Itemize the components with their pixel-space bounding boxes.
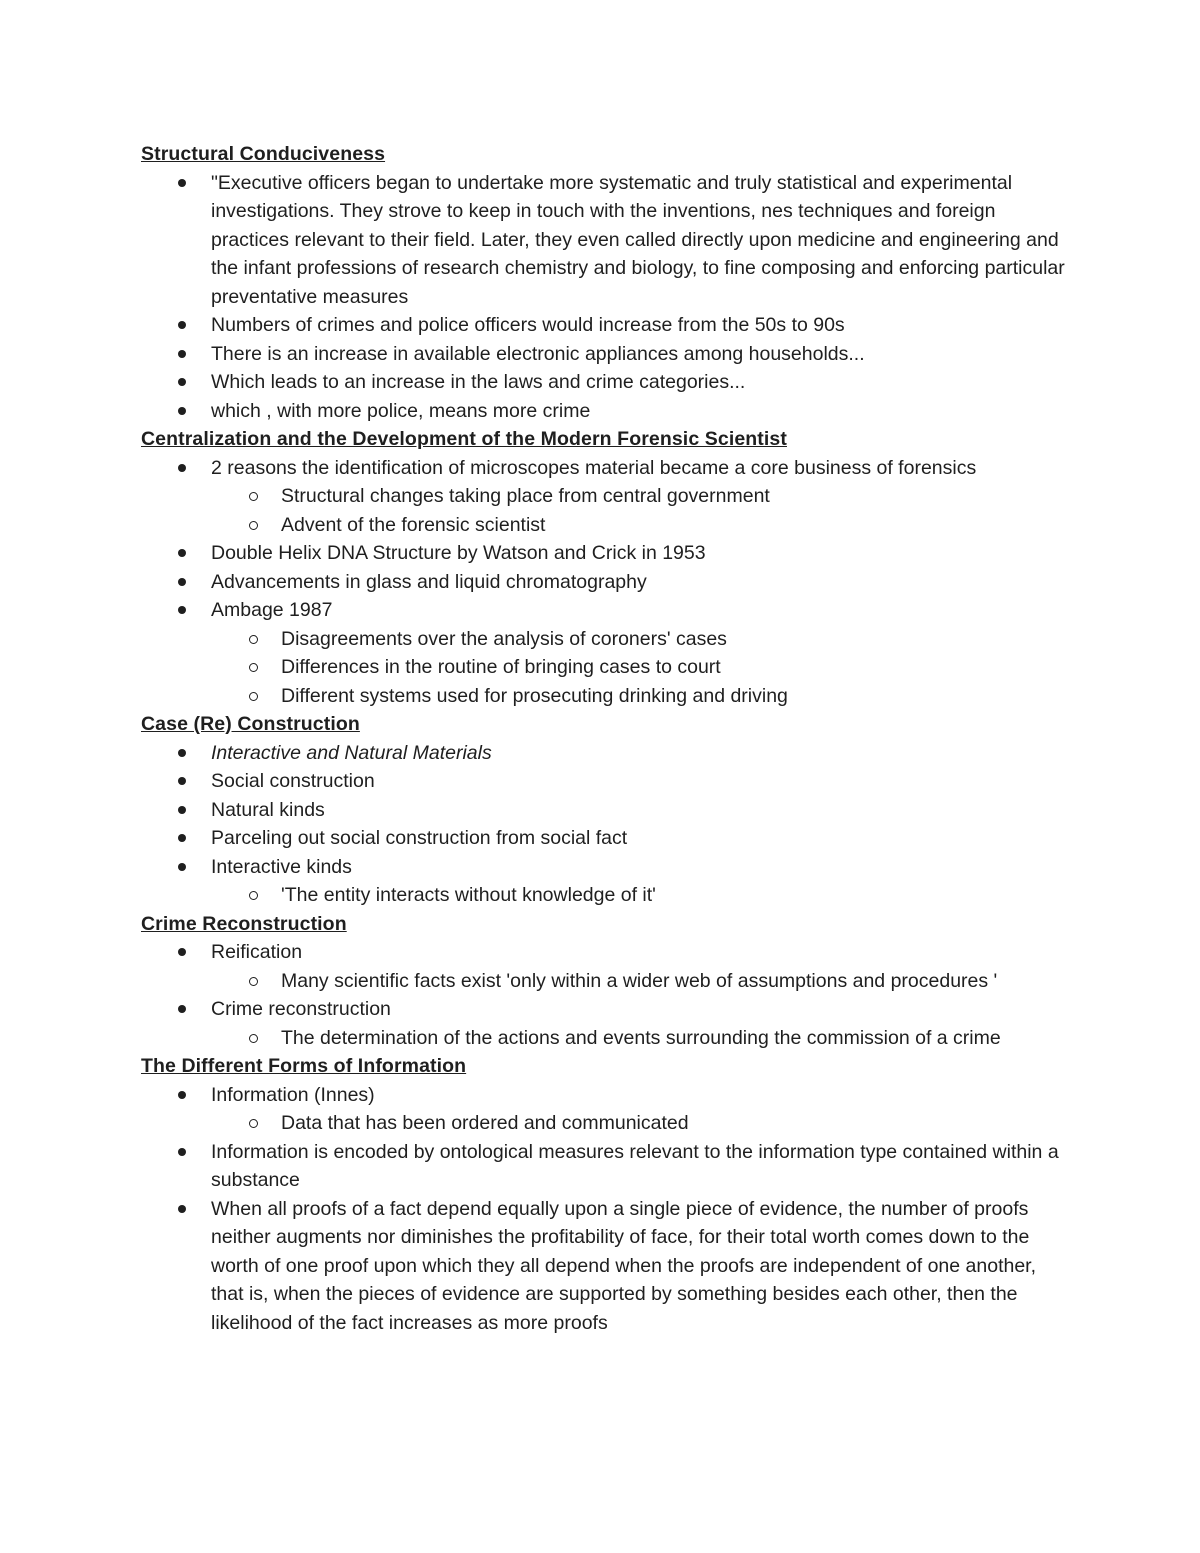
list-item: [141, 767, 1071, 796]
filled-bullet-icon: [178, 350, 186, 358]
filled-bullet-icon: [178, 606, 186, 614]
list-item-text: Parceling out social construction from social fact: [211, 827, 628, 849]
sub-list-item: [211, 653, 1071, 682]
filled-bullet-icon: [178, 1148, 186, 1156]
filled-bullet-icon: [178, 863, 186, 871]
list-item: [141, 397, 1071, 426]
list-item: [141, 824, 1071, 853]
hollow-bullet-icon: [249, 1034, 258, 1043]
list-item: [141, 995, 1071, 1052]
list-item: [141, 340, 1071, 369]
list-item-text: Natural kinds: [211, 798, 325, 821]
list-item-text: Reification: [211, 941, 303, 963]
sub-list-item-text: Many scientific facts exist 'only within a wider web of assumptions and procedures ': [281, 969, 998, 992]
hollow-bullet-icon: [249, 1119, 258, 1128]
list-item-text: Numbers of crimes and police officers would increase from the 50s to 90s: [211, 314, 845, 336]
filled-bullet-icon: [178, 1205, 186, 1213]
hollow-bullet-icon: [249, 891, 258, 900]
list-item: [141, 539, 1071, 568]
list-item: [141, 1081, 1071, 1138]
filled-bullet-icon: [178, 378, 186, 386]
sub-bullet-list: [211, 1109, 1071, 1138]
list-item-text: Advancements in glass and liquid chromatography: [211, 570, 647, 593]
section-heading: Case (Re) Construction: [141, 713, 360, 735]
sub-list-item-text: Disagreements over the analysis of coroners' cases: [281, 627, 727, 650]
list-item-text: Which leads to an increase in the laws and crime categories...: [211, 371, 746, 393]
hollow-bullet-icon: [249, 977, 258, 986]
sub-bullet-list: [211, 1024, 1071, 1053]
list-item-text: Double Helix DNA Structure by Watson and Crick in 1953: [211, 542, 706, 564]
bullet-list: [141, 938, 1071, 1052]
list-item: [141, 169, 1071, 312]
section-heading: Centralization and the Development of the Modern Forensic Scientist: [141, 428, 787, 450]
hollow-bullet-icon: [249, 521, 258, 530]
hollow-bullet-icon: [249, 492, 258, 501]
hollow-bullet-icon: [249, 692, 258, 701]
section-heading: Structural Conduciveness: [141, 143, 386, 165]
filled-bullet-icon: [178, 806, 186, 814]
sub-list-item: [211, 967, 1071, 996]
sub-list-item: [211, 1109, 1071, 1138]
sub-list-item-text: Data that has been ordered and communicated: [281, 1112, 689, 1134]
list-item-text: Information (Innes): [211, 1083, 375, 1106]
sub-list-item-text: 'The entity interacts without knowledge of it': [281, 884, 656, 906]
filled-bullet-icon: [178, 834, 186, 842]
sub-list-item-text: Different systems used for prosecuting drinking and driving: [281, 684, 788, 707]
bullet-list: [141, 454, 1071, 711]
list-item-text: Interactive kinds: [211, 855, 352, 878]
filled-bullet-icon: [178, 749, 186, 757]
list-item: [141, 368, 1071, 397]
list-item: [141, 596, 1071, 710]
list-item-text: When all proofs of a fact depend equally upon a single piece of evidence, the number of proofs neither augments nor diminishes the profitability of face, for their total worth comes down to the worth of one proof upon which they all depend when the proofs are independent of one another, that is, when the pieces of evidence are supported by something besides each other, then the likelihood of the fact increases as more proofs: [211, 1197, 1037, 1334]
list-item: [141, 568, 1071, 597]
sub-list-item-text: Structural changes taking place from central government: [281, 485, 770, 507]
sub-list-item: [211, 511, 1071, 540]
section-heading: Crime Reconstruction: [141, 912, 347, 935]
hollow-bullet-icon: [249, 635, 258, 644]
filled-bullet-icon: [178, 777, 186, 785]
list-item-text: Social construction: [211, 770, 375, 792]
list-item-text: "Executive officers began to undertake more systematic and truly statistical and experimental investigations. They strove to keep in touch with the inventions, nes techniques and foreign practices relevant to their field. Later, they even called directly upon medicine and engineering and the infant professions of research chemistry and biology, to fine composing and enforcing particular preventative measures: [211, 171, 1065, 308]
list-item-text: There is an increase in available electronic appliances among households...: [211, 342, 865, 365]
list-item: [141, 311, 1071, 340]
filled-bullet-icon: [178, 578, 186, 586]
list-item: [141, 739, 1071, 768]
sub-list-item-text: The determination of the actions and events surrounding the commission of a crime: [281, 1026, 1001, 1049]
filled-bullet-icon: [178, 179, 186, 187]
filled-bullet-icon: [178, 948, 186, 956]
sub-bullet-list: [211, 625, 1071, 711]
hollow-bullet-icon: [249, 663, 258, 672]
sub-bullet-list: [211, 881, 1071, 910]
list-item: [141, 938, 1071, 995]
sub-list-item: [211, 482, 1071, 511]
list-item: [141, 454, 1071, 540]
bullet-list: [141, 169, 1071, 426]
list-item-text: Crime reconstruction: [211, 998, 391, 1020]
section-heading: The Different Forms of Information: [141, 1055, 467, 1077]
sub-list-item: [211, 1024, 1071, 1053]
sub-list-item-text: Differences in the routine of bringing cases to court: [281, 656, 721, 678]
filled-bullet-icon: [178, 321, 186, 329]
bullet-list: [141, 739, 1071, 910]
filled-bullet-icon: [178, 549, 186, 557]
list-item-text: Ambage 1987: [211, 599, 333, 621]
filled-bullet-icon: [178, 1005, 186, 1013]
list-item-text: Interactive and Natural Materials: [211, 741, 492, 764]
list-item: [141, 1195, 1071, 1338]
sub-list-item: [211, 625, 1071, 654]
list-item: [141, 796, 1071, 825]
document-body: [141, 140, 1071, 1337]
list-item-text: which , with more police, means more crime: [211, 399, 591, 422]
sub-list-item-text: Advent of the forensic scientist: [281, 513, 546, 536]
filled-bullet-icon: [178, 1091, 186, 1099]
bullet-list: [141, 1081, 1071, 1338]
filled-bullet-icon: [178, 464, 186, 472]
sub-list-item: [211, 881, 1071, 910]
filled-bullet-icon: [178, 407, 186, 415]
list-item-text: Information is encoded by ontological measures relevant to the information type contained within a substance: [211, 1140, 1059, 1191]
list-item-text: 2 reasons the identification of microscopes material became a core business of forensics: [211, 456, 977, 479]
list-item: [141, 1138, 1071, 1195]
sub-list-item: [211, 682, 1071, 711]
sub-bullet-list: [211, 482, 1071, 539]
list-item: [141, 853, 1071, 910]
sub-bullet-list: [211, 967, 1071, 996]
